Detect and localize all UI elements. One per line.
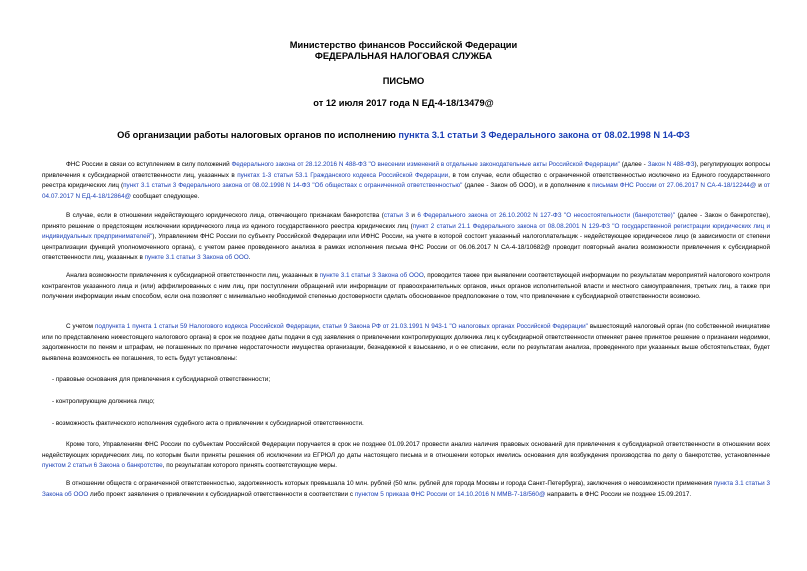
law-488-short-link[interactable]: Закон N 488-ФЗ [647,161,695,168]
registration-law-link[interactable]: пункт 2 статьи 21.1 Федерального закона от 08.08.2001 N 129-ФЗ "О государственной регистрации юридических лиц и индивидуальных предпринимателей" [42,222,770,240]
llc-law-art3-link[interactable]: пункте 3.1 статьи 3 Закона об ООО [144,254,249,261]
paragraph-6 [42,479,770,500]
list-item: - возможность фактического исполнения судебного акта о привлечении к субсидиарной ответственности. [52,420,364,427]
text: ФНС России в связи со вступлением в силу положений [66,161,232,168]
text: Кроме того, Управлениям ФНС России по субъектам Российской Федерации поручается в срок не позднее 01.09.2017 провести анализ наличия правовых оснований для привлечения к субсидиарной ответственности в отношении всех недействующих юридических лиц, по которым были приняты решения об исключении из ЕГРЮЛ до даты настоящего письма и в отношении которых имелись основания для возбуждения производства по делу о банкротстве, установленные [42,441,770,459]
llc-law-link[interactable]: пункт 3.1 статьи 3 Федерального закона от 08.02.1998 N 14-ФЗ "Об обществах с ограниченной ответственностью" [123,182,463,189]
text: направить в ФНС России не позднее 15.09.2017. [545,490,692,498]
paragraph-1 [42,160,770,202]
text: В случае, если в отношении недействующего юридического лица, отвечающего признакам банкротства ( [66,212,384,219]
letter-12244-link[interactable]: письмам ФНС России от 27.06.2017 N СА-4-18/12244@ [592,182,757,189]
text: , в том случае, если общество с ограниченной ответственностью исключено из Единого государственного реестра юридических лиц ( [42,171,771,189]
civil-code-link[interactable]: пунктах 1-3 статьи 53.1 Гражданского кодекса Российской Федерации [237,171,449,179]
text: ), Управлением ФНС России по субъекту Российской Федерации или ИФНС России, на учете в которой состоит указанный налогоплательщик - недействующее юридическое лицо (в зависимости от степени централизации функций уполномоченного органа), с учетом ранее проведенного анализа в рамках исполнения письма ФНС России от 06.06.2017 N СА-4-18/10682@ проводит повторный анализ возможности привлечения к субсидиарной ответственности лиц, указанных в [42,233,770,261]
tax-authorities-law-link[interactable]: статьи 9 Закона РФ от 21.03.1991 N 943-1 "О налоговых органах Российской Федерации" [322,323,588,330]
text: . [248,254,251,261]
llc-law-art3-link[interactable]: пункте 3.1 статьи 3 Закона об ООО [319,272,424,279]
paragraph-4 [42,322,770,364]
text: и [408,212,418,219]
text: , [318,323,323,330]
subject-text: Об организации работы налоговых органов по исполнению [117,130,399,140]
letter-12864-link[interactable]: от 04.07.2017 N ЕД-4-18/12864@ [42,182,770,200]
doc-subject [0,130,807,141]
bankruptcy-law-link[interactable]: 6 Федерального закона от 26.10.2002 N 127-ФЗ "О несостоятельности (банкротстве)" [417,212,676,219]
text: либо проект заявления о привлечении к субсидиарной ответственности в соответствии с [88,490,355,498]
text: вышестоящий налоговый орган (по собственной инициативе или по представлению нижестоящего налогового органа) в срок не позднее даты подачи в суд заявления о привлечении контролирующих должника лиц к субсидиарной ответственности отменяет ранее принятое решение о признании недоимки, задолженности по пеням и штрафам, не погашенных по причине недостаточности имущества организации, безнадежной к взысканию, и о ее списании, если по результатам анализа, проведенного при указанных выше обстоятельствах, будет выявлена возможность ее погашения, то есть будут установлены: [42,323,770,362]
text: сообщает следующее. [131,192,200,200]
text: С учетом [66,323,95,330]
text: (далее - Закон о банкротстве), принято решение о предстоящем исключении юридического лица из единого государственного реестра юридических лиц ( [42,212,770,230]
text: Анализ возможности привлечения к субсидиарной ответственности лиц, указанных в [66,272,320,279]
text: , проводится также при выявлении соответствующей информации по результатам мероприятий налогового контроля контрагентов указанного лица и (или) аффилированных с ним лиц, при поступлении обращений или информации от правоохранительных органов, иных органов исполнительной власти и местного самоуправления, третьих лиц, а также при получении информации иным способом, если она позволяет с минимально необходимой степенью достоверности сделать обоснованное предположение о том, что привлечение к субсидиарной ответственности возможно. [42,272,771,300]
list-item: - правовые основания для привлечения к субсидиарной ответственности; [52,376,271,383]
law-488-link[interactable]: Федерального закона от 28.12.2016 N 488-ФЗ "О внесении изменений в отдельные законодательные акты Российской Федерации" [231,161,620,168]
subject-link[interactable]: пункта 3.1 статьи 3 Федерального закона от 08.02.1998 N 14-ФЗ [398,130,690,140]
text: , по результатам которого принять соответствующие меры. [162,462,338,469]
bankruptcy-art6-link[interactable]: пунктом 2 статьи 6 Закона о банкротстве [42,462,163,469]
fns-order-link[interactable]: пунктом 5 приказа ФНС России от 14.10.2016 N ММВ-7-18/560@ [354,490,546,498]
text: (далее - Закон об ООО), и в дополнение к [462,182,593,189]
doc-type: ПИСЬМО [382,76,425,86]
list-item: - контролирующие должника лицо; [52,398,155,405]
paragraph-3 [42,271,770,303]
ministry-title: Министерство финансов Российской Федерации [289,40,518,50]
text: (далее - [619,161,648,168]
llc-law-art3-link[interactable]: пункта 3.1 статьи 3 Закона об ООО [42,480,770,498]
bankruptcy-art3-link[interactable]: статьи 3 [383,212,409,219]
tax-code-link[interactable]: подпункта 1 пункта 1 статьи 59 Налогового кодекса Российской Федерации [95,323,319,330]
text: и [756,182,764,189]
text: ), регулирующих вопросы привлечения к субсидиарной ответственности лиц, указанных в [42,161,771,179]
doc-date-number: от 12 июля 2017 года N ЕД-4-18/13479@ [313,98,494,108]
paragraph-2 [42,211,770,264]
paragraph-5 [42,440,770,472]
service-title: ФЕДЕРАЛЬНАЯ НАЛОГОВАЯ СЛУЖБА [314,51,493,61]
text: В отношении обществ с ограниченной ответственностью, задолженность которых превышала 10 млн. рублей (50 млн. рублей для города Москвы и города Санкт-Петербурга), заключения о невозможности применения [66,480,714,487]
